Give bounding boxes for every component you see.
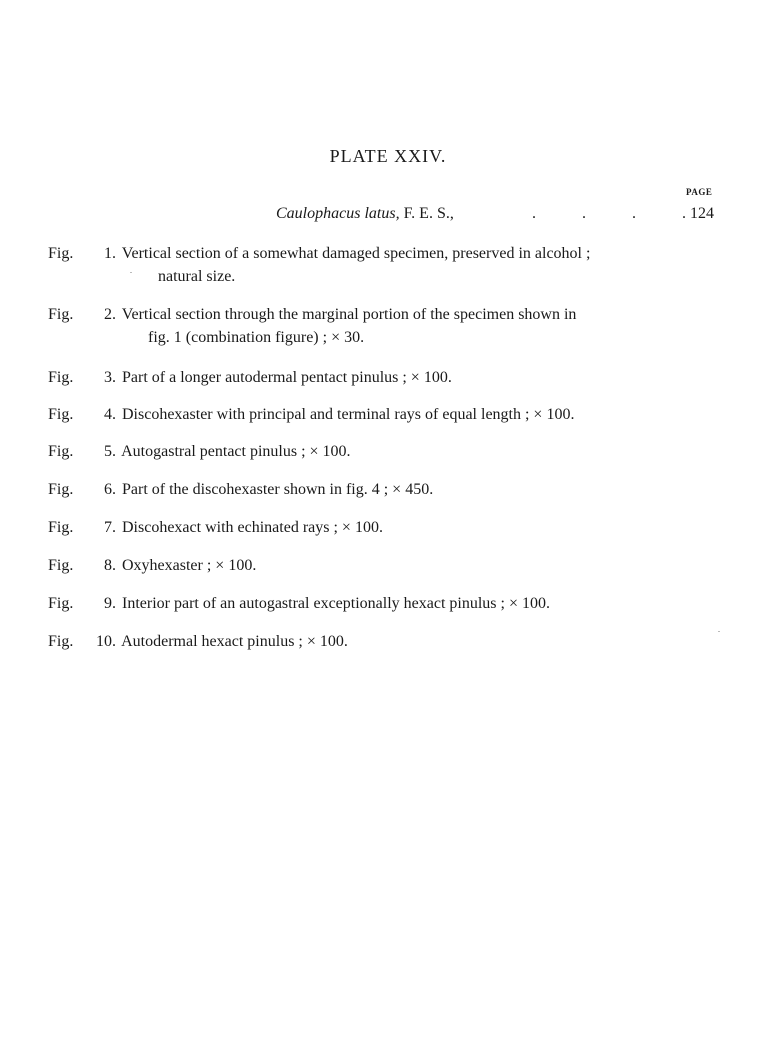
fig-label: Fig.: [48, 481, 74, 498]
fig-number: 9.: [104, 595, 116, 612]
figure-entry-10: [48, 630, 348, 653]
species-page-number: 124: [690, 205, 714, 222]
species-name: Caulophacus latus,: [276, 205, 400, 222]
fig-number: 10.: [96, 633, 116, 650]
fig-number: 5.: [104, 443, 116, 460]
fig-label: Fig.: [48, 519, 74, 536]
fig-label: Fig.: [48, 406, 74, 423]
fig-number: 1.: [104, 245, 116, 262]
fig-label: Fig.: [48, 633, 74, 650]
fig-caption: Autogastral pentact pinulus ; × 100.: [121, 443, 351, 460]
page-column-label: PAGE: [686, 187, 713, 197]
paper-speck: [718, 631, 720, 632]
fig-caption: Vertical section through the marginal portion of the specimen shown in: [121, 306, 577, 323]
fig-number: 4.: [104, 406, 116, 423]
species-author: F. E. S.,: [403, 205, 454, 222]
fig-number: 8.: [104, 557, 116, 574]
paper-speck: [130, 272, 132, 273]
fig-label: Fig.: [48, 595, 74, 612]
fig-caption: Discohexact with echinated rays ; × 100.: [122, 519, 383, 536]
fig-caption: Autodermal hexact pinulus ; × 100.: [121, 633, 348, 650]
fig-label: Fig.: [48, 443, 74, 460]
fig-caption-continuation: fig. 1 (combination figure) ; × 30.: [148, 329, 365, 346]
fig-caption-continuation: natural size.: [158, 268, 236, 285]
plate-title: PLATE XXIV.: [329, 146, 447, 166]
figure-entry-1: [48, 242, 590, 288]
fig-label: Fig.: [48, 369, 74, 386]
fig-number: 3.: [104, 369, 116, 386]
fig-caption: Interior part of an autogastral exceptionally hexact pinulus ; × 100.: [122, 595, 550, 612]
figure-entry-7: [48, 516, 383, 539]
figure-entry-3: [48, 366, 452, 389]
figure-entry-5: [48, 440, 351, 463]
fig-label: Fig.: [48, 306, 74, 323]
figure-entry-2: [48, 303, 576, 349]
fig-caption: Oxyhexaster ; × 100.: [122, 557, 257, 574]
fig-label: Fig.: [48, 557, 74, 574]
figure-entry-8: [48, 554, 256, 577]
fig-caption: Part of a longer autodermal pentact pinulus ; × 100.: [122, 369, 452, 386]
fig-number: 7.: [104, 519, 116, 536]
fig-caption: Part of the discohexaster shown in fig. 4 ; × 450.: [122, 481, 434, 498]
fig-caption: Discohexaster with principal and terminal rays of equal length ; × 100.: [122, 406, 575, 423]
figure-entry-6: [48, 478, 433, 501]
figure-entry-9: [48, 592, 550, 615]
fig-label: Fig.: [48, 245, 74, 262]
fig-caption: Vertical section of a somewhat damaged specimen, preserved in alcohol ;: [121, 245, 591, 262]
fig-number: 2.: [104, 306, 116, 323]
leader-dots: . . . .: [532, 205, 686, 222]
figure-entry-4: [48, 403, 574, 426]
fig-number: 6.: [104, 481, 116, 498]
species-heading: [276, 205, 454, 223]
